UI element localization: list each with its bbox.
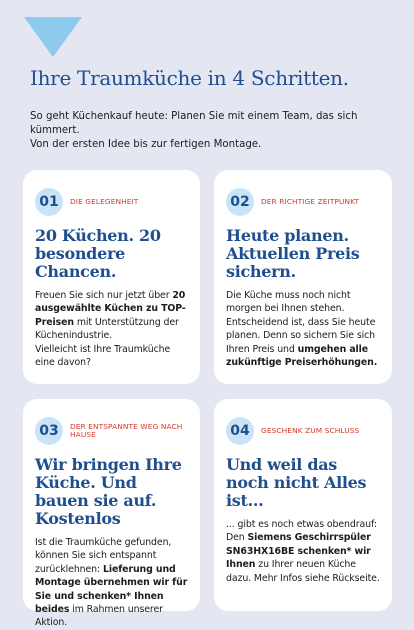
step-number-badge: 03: [35, 417, 63, 445]
body-text: Vielleicht ist Ihre Traumküche eine davon?: [35, 343, 171, 369]
step-body: [226, 518, 381, 585]
step-tag: GESCHENK ZUM SCHLUSS: [261, 426, 360, 435]
step-body: [226, 289, 381, 369]
body-text-bold: umgehen alle zukünftige Preiserhöhungen.: [226, 343, 378, 369]
step-body: [35, 536, 189, 630]
step-number-badge: 01: [35, 188, 63, 216]
step-title: Wir bringen Ihre Küche. Und bauen sie auf. Kostenlos: [35, 455, 182, 528]
card-header: [226, 188, 381, 216]
body-text: ... gibt es noch etwas obendrauf: Den: [226, 519, 377, 544]
step-title: Und weil das noch nicht Alles ist...: [226, 455, 367, 510]
step-tag: DIE GELEGENHEIT: [70, 197, 139, 206]
body-text: Freuen Sie sich nur jetzt über: [35, 290, 173, 301]
intro-text: [30, 110, 378, 152]
intro-line-1: So geht Küchenkauf heute: Planen Sie mit einem Team, das sich kümmert.: [30, 111, 358, 136]
step-card-2: [214, 170, 392, 384]
step-tag: DER RICHTIGE ZEITPUNKT: [261, 197, 360, 206]
card-header: [35, 417, 189, 445]
step-tag: DER ENTSPANNTE WEG NACH HAUSE: [70, 422, 183, 439]
step-number-badge: 04: [226, 417, 254, 445]
body-text-bold: 20 ausgewählte Küchen zu TOP-Preisen: [35, 290, 186, 328]
body-text-bold: Lieferung und Montage übernehmen wir für Sie und schenken* Ihnen beides: [35, 563, 188, 616]
card-header: [226, 417, 381, 445]
body-text: Ist die Traumküche gefunden, können Sie sich entspannt zurücklehnen:: [35, 537, 172, 575]
page-title: Ihre Traumküche in 4 Schritten.: [30, 66, 349, 90]
step-title: 20 Küchen. 20 besondere Chancen.: [35, 226, 161, 281]
step-card-1: [23, 170, 200, 384]
step-title: Heute planen. Aktuellen Preis sichern.: [226, 226, 360, 281]
triangle-decoration-icon: [24, 17, 82, 57]
body-text: im Rahmen unserer Aktion.: [35, 604, 163, 629]
step-number-badge: 02: [226, 188, 254, 216]
step-body: [35, 289, 189, 369]
card-header: [35, 188, 189, 216]
body-text: zu Ihrer neuen Küche dazu. Mehr Infos siehe Rückseite.: [226, 559, 380, 584]
step-card-4: [214, 399, 392, 611]
step-card-3: [23, 399, 200, 629]
body-text: Die Küche muss noch nicht morgen bei Ihnen stehen. Entscheidend ist, dass Sie heute planen. Denn so sichern Sie sich Ihren Preis und: [226, 290, 376, 355]
intro-line-2: Von der ersten Idee bis zur fertigen Montage.: [30, 139, 262, 150]
body-text: mit Unterstützung der Küchenindustrie.: [35, 316, 179, 342]
body-text-bold: Siemens Geschirrspüler SN63HX16BE schenken* wir Ihnen: [226, 532, 371, 571]
